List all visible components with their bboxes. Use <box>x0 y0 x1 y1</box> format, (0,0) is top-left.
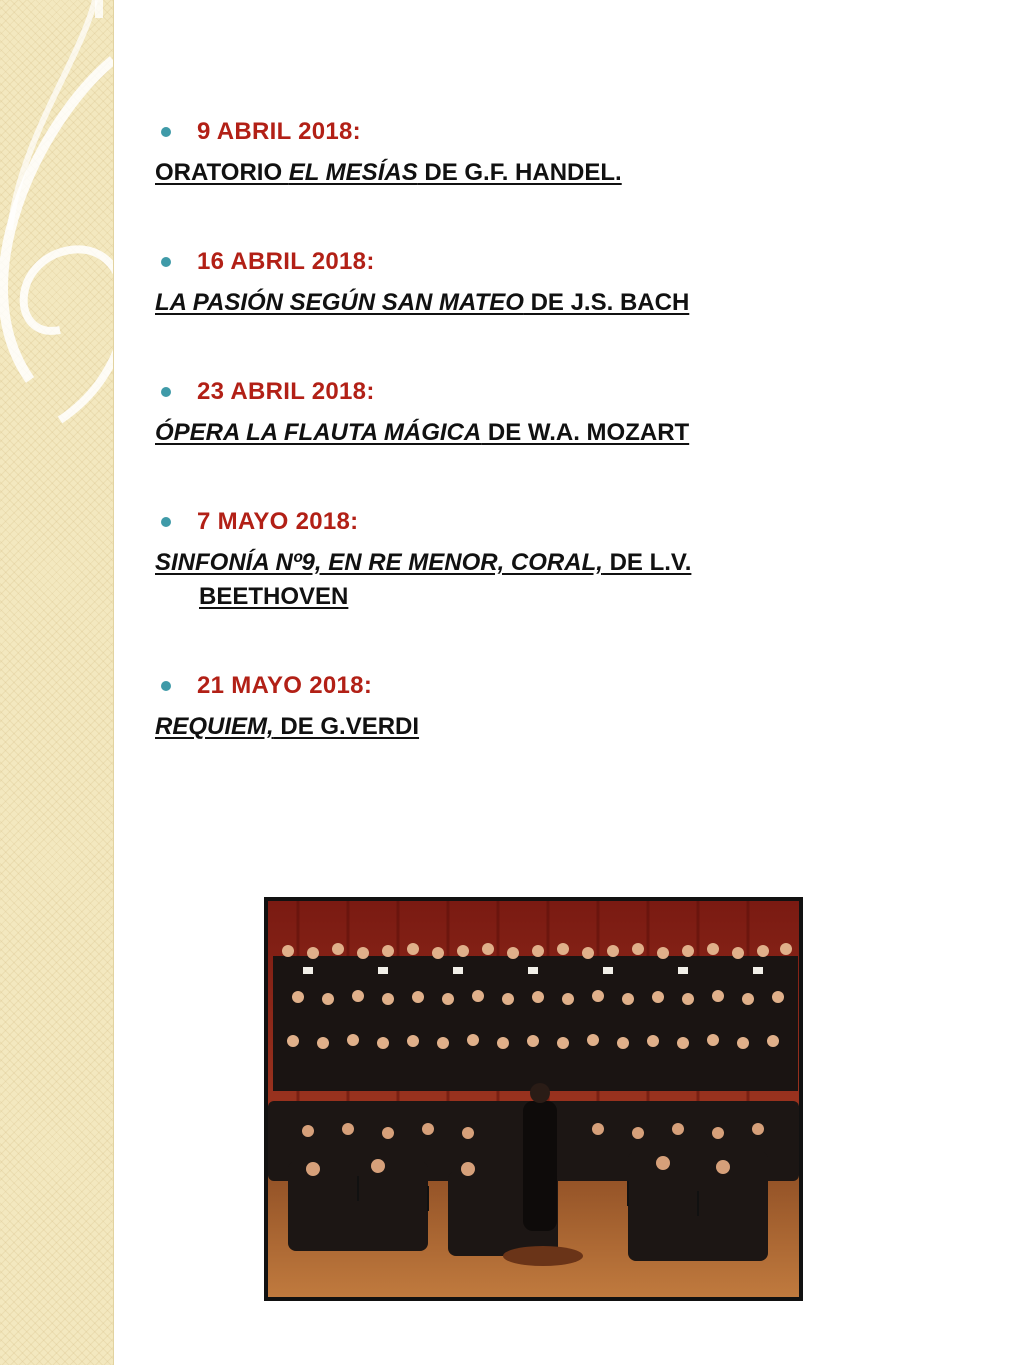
work-composer: DE G.F. HANDEL. <box>417 159 622 186</box>
schedule-entry <box>155 664 855 744</box>
concert-schedule <box>155 110 855 794</box>
concert-work <box>155 286 855 320</box>
bullet-icon <box>161 517 171 527</box>
work-title: REQUIEM, <box>155 713 274 740</box>
work-title: SINFONÍA Nº9, EN RE MENOR, CORAL, <box>155 549 603 576</box>
work-prefix: ORATORIO <box>155 159 289 186</box>
concert-work <box>155 710 855 744</box>
work-composer-line2: BEETHOVEN <box>199 583 349 610</box>
bullet-icon <box>161 257 171 267</box>
date-row <box>155 500 855 544</box>
bullet-icon <box>161 127 171 137</box>
swirl-decoration-icon <box>0 0 113 1365</box>
date-row <box>155 370 855 414</box>
schedule-entry <box>155 500 855 614</box>
work-composer: DE W.A. MOZART <box>481 419 690 446</box>
concert-work <box>155 156 855 190</box>
work-title: ÓPERA LA FLAUTA MÁGICA <box>155 419 482 446</box>
schedule-entry <box>155 370 855 450</box>
concert-date: 16 ABRIL 2018: <box>197 248 375 275</box>
date-row <box>155 110 855 154</box>
bullet-icon <box>161 681 171 691</box>
orchestra-photo <box>264 897 803 1301</box>
work-composer: DE L.V. <box>602 549 692 576</box>
work-title: EL MESÍAS <box>288 159 418 186</box>
concert-work <box>155 416 855 450</box>
concert-date: 7 MAYO 2018: <box>197 508 359 535</box>
schedule-entry <box>155 240 855 320</box>
date-row <box>155 240 855 284</box>
decorative-side-panel <box>0 0 114 1365</box>
work-title: LA PASIÓN SEGÚN SAN MATEO <box>155 289 524 316</box>
concert-date: 21 MAYO 2018: <box>197 672 373 699</box>
date-row <box>155 664 855 708</box>
concert-work <box>155 546 855 614</box>
orchestra-choir-icon <box>268 901 799 1297</box>
concert-date: 9 ABRIL 2018: <box>197 118 361 145</box>
concert-date: 23 ABRIL 2018: <box>197 378 375 405</box>
schedule-entry <box>155 110 855 190</box>
bullet-icon <box>161 387 171 397</box>
work-composer: DE G.VERDI <box>273 713 420 740</box>
work-composer: DE J.S. BACH <box>523 289 690 316</box>
